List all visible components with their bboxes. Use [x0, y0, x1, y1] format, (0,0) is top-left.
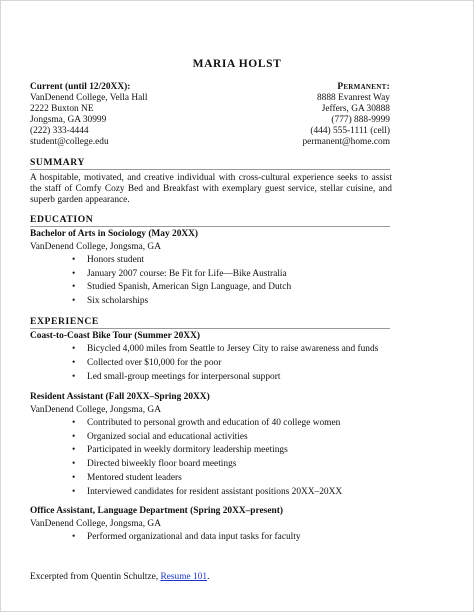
- list-item: • Performed organizational and data input tasks for faculty: [72, 531, 301, 542]
- permanent-address-heading: Permanent:: [337, 82, 390, 92]
- experience-entry: [30, 331, 392, 385]
- list-item: • Interviewed candidates for resident assistant positions 20XX–20XX: [72, 486, 343, 497]
- current-address-line: VanDenend College, Vella Hall: [30, 92, 148, 103]
- education-bullets: [30, 255, 392, 310]
- experience-entry: [30, 392, 392, 501]
- bullet-icon: •: [72, 282, 76, 293]
- permanent-phone: (777) 888-9999: [331, 114, 390, 125]
- bullet-icon: •: [72, 296, 76, 307]
- bullet-icon: •: [72, 254, 76, 265]
- source-credit-text: Excerpted from Quentin Schultze,: [30, 572, 161, 582]
- experience-heading: EXPERIENCE: [30, 316, 390, 329]
- current-phone: (222) 333-4444: [30, 125, 89, 136]
- job-title: Office Assistant, Language Department (Spring 20XX–present): [30, 506, 283, 516]
- job-title: Resident Assistant (Fall 20XX–Spring 20XX): [30, 392, 210, 402]
- bullet-icon: •: [72, 486, 76, 497]
- current-address-block: [30, 82, 148, 147]
- education-entry: [30, 229, 392, 310]
- list-item: • Directed biweekly floor board meetings: [72, 459, 237, 470]
- job-org: VanDenend College, Jongsma, GA: [30, 404, 161, 415]
- list-item: • Collected over $10,000 for the poor: [72, 357, 222, 368]
- list-item: • Honors student: [72, 254, 145, 265]
- list-item: • Participated in weekly dormitory leadership meetings: [72, 445, 288, 456]
- job-bullets: [30, 418, 392, 501]
- permanent-address-line: 8888 Evanrest Way: [316, 92, 390, 103]
- list-item: • Six scholarships: [72, 296, 149, 307]
- current-address-line: 2222 Buxton NE: [30, 103, 94, 114]
- job-bullets: [30, 532, 392, 546]
- list-item: • Studied Spanish, American Sign Language, and Dutch: [72, 282, 292, 293]
- bullet-icon: •: [72, 445, 76, 456]
- experience-entry: [30, 506, 392, 546]
- list-item: • January 2007 course: Be Fit for Life—Bike Australia: [72, 268, 287, 279]
- list-item: • Organized social and educational activities: [72, 431, 248, 442]
- list-item: • Mentored student leaders: [72, 473, 182, 483]
- current-address-line: Jongsma, GA 30999: [30, 114, 107, 125]
- list-item: • Bicycled 4,000 miles from Seattle to Jersey City to raise awareness and funds: [72, 343, 379, 354]
- bullet-icon: •: [72, 473, 76, 483]
- source-credit: [30, 572, 209, 583]
- degree-title: Bachelor of Arts in Sociology (May 20XX): [30, 229, 199, 239]
- permanent-address-block: [302, 82, 390, 147]
- bullet-icon: •: [72, 431, 76, 442]
- bullet-icon: •: [72, 417, 76, 428]
- education-org: VanDenend College, Jongsma, GA: [30, 241, 161, 252]
- job-bullets: [30, 344, 392, 385]
- resume-101-link[interactable]: Resume 101: [160, 572, 208, 582]
- list-item: • Contributed to personal growth and education of 40 college women: [72, 417, 341, 428]
- bullet-icon: •: [72, 268, 76, 279]
- bullet-icon: •: [72, 343, 76, 354]
- bullet-icon: •: [72, 357, 76, 368]
- permanent-email: permanent@home.com: [302, 136, 390, 147]
- list-item: • Led small-group meetings for interpersonal support: [72, 371, 281, 382]
- current-address-heading: Current (until 12/20XX):: [30, 82, 131, 92]
- education-heading: EDUCATION: [30, 214, 390, 227]
- permanent-cell: (444) 555-1111 (cell): [310, 125, 390, 136]
- summary-heading: SUMMARY: [30, 157, 390, 170]
- source-credit-period: .: [207, 572, 210, 582]
- current-email: student@college.edu: [30, 136, 109, 147]
- bullet-icon: •: [72, 371, 76, 382]
- resume-name: MARIA HOLST: [192, 58, 282, 70]
- job-title: Coast-to-Coast Bike Tour (Summer 20XX): [30, 331, 200, 341]
- job-org: VanDenend College, Jongsma, GA: [30, 518, 161, 529]
- bullet-icon: •: [72, 531, 76, 542]
- bullet-icon: •: [72, 459, 76, 470]
- permanent-address-line: Jeffers, GA 30888: [321, 103, 390, 114]
- summary-text: A hospitable, motivated, and creative individual with cross-cultural experience seeks to assist the staff of Comfy Cozy Bed and Breakfast with exemplary guest service, stellar cuisine, and superb garden appearance.: [30, 173, 392, 205]
